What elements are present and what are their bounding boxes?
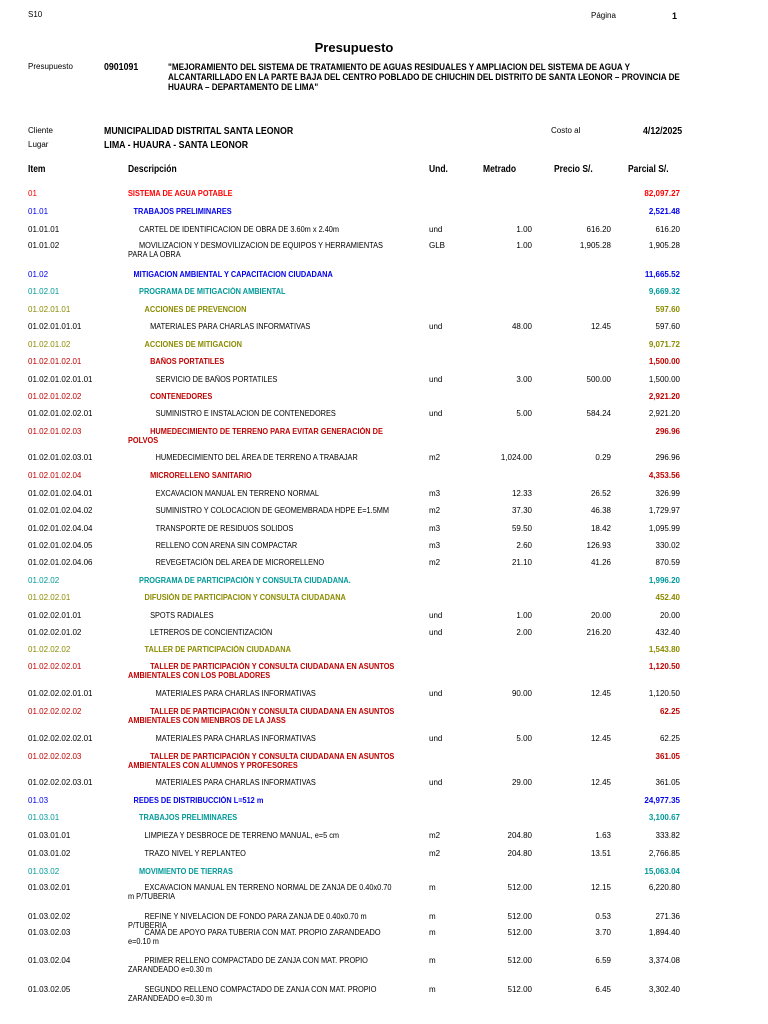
row-description: MATERIALES PARA CHARLAS INFORMATIVAS: [150, 322, 311, 331]
row-description: TRAZO NIVEL Y REPLANTEO: [144, 849, 246, 858]
row-unit-price: 12.45: [590, 689, 611, 698]
row-unit-price: 1,905.28: [579, 241, 611, 250]
row-unit-price: 616.20: [586, 225, 611, 234]
row-quantity: 512.00: [507, 985, 532, 994]
row-description: MOVIMIENTO DE TIERRAS: [139, 867, 233, 876]
row-unit-price: 3.70: [595, 928, 611, 937]
row-quantity: 59.50: [511, 524, 532, 533]
row-item-code: 01.02.01.02.03.01: [28, 453, 93, 462]
row-description: RELLENO CON ARENA SIN COMPACTAR: [155, 541, 298, 550]
row-description: REFINE Y NIVELACION DE FONDO PARA ZANJA DE 0.40x0.70 m P/TUBERIA: [128, 912, 367, 930]
row-partial: 1,120.50: [648, 689, 680, 698]
row-partial: 9,071.72: [648, 340, 680, 349]
row-unit: m2: [429, 558, 441, 567]
row-description: TALLER DE PARTICIPACIÓN Y CONSULTA CIUDADANA EN ASUNTOS AMBIENTALES CON LOS POBLADORES: [128, 662, 395, 680]
row-item-code: 01.01.01: [28, 225, 60, 234]
location-value: LIMA - HUAURA - SANTA LEONOR: [104, 140, 249, 151]
row-quantity: 2.60: [516, 541, 532, 550]
row-quantity: 204.80: [507, 849, 532, 858]
row-partial: 1,905.28: [648, 241, 680, 250]
row-partial: 1,500.00: [648, 375, 680, 384]
row-description: EXCAVACION MANUAL EN TERRENO NORMAL DE ZANJA DE 0.40x0.70 m P/TUBERIA: [128, 883, 392, 901]
row-unit-price: 26.52: [590, 489, 611, 498]
row-unit: und: [429, 225, 443, 234]
column-header-price: Precio S/.: [554, 164, 593, 175]
row-item-code: 01.03.02: [28, 867, 60, 876]
cost-date-label: Costo al: [551, 126, 581, 135]
row-partial: 2,521.48: [648, 207, 680, 216]
row-description: MATERIALES PARA CHARLAS INFORMATIVAS: [155, 734, 316, 743]
row-partial: 62.25: [659, 707, 680, 716]
row-partial: 9,669.32: [648, 287, 680, 296]
row-partial: 1,894.40: [648, 928, 680, 937]
row-description: TALLER DE PARTICIPACIÓN CIUDADANA: [144, 645, 291, 654]
row-item-code: 01.01: [28, 207, 49, 216]
page-number: 1: [672, 11, 678, 21]
column-header-quantity: Metrado: [483, 164, 517, 175]
row-partial: 20.00: [659, 611, 680, 620]
row-partial: 1,095.99: [648, 524, 680, 533]
row-description: LIMPIEZA Y DESBROCE DE TERRENO MANUAL, e=5 cm: [144, 831, 340, 840]
row-unit-price: 18.42: [590, 524, 611, 533]
row-description: SISTEMA DE AGUA POTABLE: [128, 189, 233, 198]
row-item-code: 01.03.01.01: [28, 831, 71, 840]
row-description: MICRORELLENO SANITARIO: [150, 471, 252, 480]
row-unit: und: [429, 375, 443, 384]
row-unit: m: [429, 928, 436, 937]
row-unit-price: 6.45: [595, 985, 611, 994]
row-partial: 11,665.52: [644, 270, 680, 279]
row-quantity: 90.00: [511, 689, 532, 698]
row-partial: 296.96: [655, 427, 680, 436]
row-partial: 330.02: [655, 541, 680, 550]
row-partial: 6,220.80: [648, 883, 680, 892]
row-partial: 1,543.80: [648, 645, 680, 654]
row-unit: m2: [429, 831, 441, 840]
row-description: SEGUNDO RELLENO COMPACTADO DE ZANJA CON MAT. PROPIO ZARANDEADO e=0.30 m: [128, 985, 377, 1003]
row-description: DIFUSIÓN DE PARTICIPACION Y CONSULTA CIUDADANA: [144, 593, 346, 602]
row-quantity: 1,024.00: [500, 453, 532, 462]
row-unit: m2: [429, 453, 441, 462]
row-partial: 1,500.00: [648, 357, 680, 366]
column-header-item: Item: [28, 164, 46, 175]
row-partial: 432.40: [655, 628, 680, 637]
row-partial: 2,921.20: [648, 409, 680, 418]
row-unit: m3: [429, 541, 441, 550]
client-value: MUNICIPALIDAD DISTRITAL SANTA LEONOR: [104, 126, 294, 137]
row-quantity: 12.33: [511, 489, 532, 498]
row-quantity: 1.00: [516, 241, 532, 250]
row-quantity: 512.00: [507, 956, 532, 965]
row-description: HUMEDECIMIENTO DE TERRENO PARA EVITAR GENERACIÓN DE POLVOS: [128, 427, 383, 445]
row-item-code: 01.02.02.02: [28, 645, 71, 654]
row-unit-price: 20.00: [590, 611, 611, 620]
row-item-code: 01.02.01.02.04.01: [28, 489, 93, 498]
page-title: Presupuesto: [314, 40, 394, 55]
row-description: SUMINISTRO Y COLOCACION DE GEOMEMBRADA HDPE E=1.5MM: [155, 506, 390, 515]
row-unit: und: [429, 409, 443, 418]
row-description: ACCIONES DE PREVENCION: [144, 305, 247, 314]
row-unit: m: [429, 883, 436, 892]
row-item-code: 01.02.02.02.03.01: [28, 778, 93, 787]
row-quantity: 1.00: [516, 225, 532, 234]
row-description: PROGRAMA DE PARTICIPACIÓN Y CONSULTA CIUDADANA.: [139, 576, 351, 585]
row-unit: m3: [429, 489, 441, 498]
row-description: PRIMER RELLENO COMPACTADO DE ZANJA CON MAT. PROPIO ZARANDEADO e=0.30 m: [128, 956, 368, 974]
row-description: TRABAJOS PRELIMINARES: [133, 207, 232, 216]
row-item-code: 01.02.01.02.01: [28, 357, 82, 366]
row-partial: 2,921.20: [648, 392, 680, 401]
row-unit-price: 13.51: [590, 849, 611, 858]
row-partial: 597.60: [655, 322, 680, 331]
column-header-partial: Parcial S/.: [628, 164, 669, 175]
row-item-code: 01.02.01.02.02.01: [28, 409, 93, 418]
row-quantity: 512.00: [507, 912, 532, 921]
row-item-code: 01.03: [28, 796, 49, 805]
row-unit: und: [429, 628, 443, 637]
row-partial: 597.60: [655, 305, 680, 314]
row-unit: und: [429, 322, 443, 331]
budget-description: "MEJORAMIENTO DEL SISTEMA DE TRATAMIENTO DE AGUAS RESIDUALES Y AMPLIACION DEL SISTEMA DE AGUA Y ALCANTARILLADO EN LA PARTE BAJA DEL CENTRO POBLADO DE CHIUCHIN DEL DISTRITO DE SANTA LEONOR – PROVINCIA DE HUAURA – DEPARTAMENTO DE LIMA": [168, 62, 680, 92]
row-description: SPOTS RADIALES: [150, 611, 214, 620]
row-partial: 3,100.67: [648, 813, 680, 822]
row-unit-price: 126.93: [586, 541, 611, 550]
row-partial: 62.25: [659, 734, 680, 743]
row-description: LETREROS DE CONCIENTIZACIÓN: [150, 628, 273, 637]
row-item-code: 01.02.01.02: [28, 340, 71, 349]
row-item-code: 01.02.01.02.01.01: [28, 375, 93, 384]
row-partial: 82,097.27: [644, 189, 680, 198]
row-item-code: 01.02: [28, 270, 49, 279]
row-unit: und: [429, 778, 443, 787]
row-partial: 1,996.20: [648, 576, 680, 585]
row-description: SUMINISTRO E INSTALACION DE CONTENEDORES: [155, 409, 336, 418]
row-unit: m: [429, 956, 436, 965]
row-unit: und: [429, 734, 443, 743]
row-item-code: 01.02.01.02.02: [28, 392, 82, 401]
row-description: MITIGACION AMBIENTAL Y CAPACITACION CIUDADANA: [133, 270, 333, 279]
row-unit-price: 12.45: [590, 322, 611, 331]
row-quantity: 2.00: [516, 628, 532, 637]
row-unit: und: [429, 611, 443, 620]
row-partial: 326.99: [655, 489, 680, 498]
row-item-code: 01.03.02.05: [28, 985, 71, 994]
row-partial: 1,120.50: [648, 662, 680, 671]
row-item-code: 01.03.02.04: [28, 956, 71, 965]
row-quantity: 5.00: [516, 734, 532, 743]
row-unit-price: 46.38: [590, 506, 611, 515]
row-item-code: 01.02.01.01.01: [28, 322, 82, 331]
row-item-code: 01.02.01.02.04.05: [28, 541, 93, 550]
row-partial: 870.59: [655, 558, 680, 567]
row-quantity: 21.10: [511, 558, 532, 567]
row-description: SERVICIO DE BAÑOS PORTATILES: [155, 375, 278, 384]
page-label: Página: [591, 11, 616, 20]
row-quantity: 29.00: [511, 778, 532, 787]
column-header-unit: Und.: [429, 164, 448, 175]
row-partial: 333.82: [655, 831, 680, 840]
row-item-code: 01.02.02.02.01: [28, 662, 82, 671]
row-unit-price: 6.59: [595, 956, 611, 965]
row-item-code: 01.03.02.01: [28, 883, 71, 892]
row-unit-price: 0.29: [595, 453, 611, 462]
row-item-code: 01.02.02.02.03: [28, 752, 82, 761]
row-unit-price: 12.15: [590, 883, 611, 892]
row-unit: m3: [429, 524, 441, 533]
row-partial: 1,729.97: [648, 506, 680, 515]
row-description: ACCIONES DE MITIGACION: [144, 340, 242, 349]
cost-date-value: 4/12/2025: [643, 126, 683, 137]
row-quantity: 1.00: [516, 611, 532, 620]
row-quantity: 204.80: [507, 831, 532, 840]
row-unit-price: 12.45: [590, 734, 611, 743]
row-partial: 361.05: [655, 778, 680, 787]
row-description: MATERIALES PARA CHARLAS INFORMATIVAS: [155, 778, 316, 787]
row-item-code: 01.03.01: [28, 813, 60, 822]
row-unit-price: 584.24: [586, 409, 611, 418]
row-unit: m2: [429, 849, 441, 858]
row-item-code: 01.02.01.02.04: [28, 471, 82, 480]
row-item-code: 01.02.01.02.04.06: [28, 558, 93, 567]
row-unit-price: 12.45: [590, 778, 611, 787]
column-header-description: Descripción: [128, 164, 177, 175]
row-item-code: 01.01.02: [28, 241, 60, 250]
row-item-code: 01.02.02.01.01: [28, 611, 82, 620]
row-quantity: 37.30: [511, 506, 532, 515]
row-partial: 452.40: [655, 593, 680, 602]
row-unit: GLB: [429, 241, 446, 250]
row-unit: m: [429, 985, 436, 994]
row-unit: m: [429, 912, 436, 921]
row-partial: 3,302.40: [648, 985, 680, 994]
row-description: MATERIALES PARA CHARLAS INFORMATIVAS: [155, 689, 316, 698]
row-item-code: 01.03.01.02: [28, 849, 71, 858]
row-item-code: 01: [28, 189, 37, 198]
row-partial: 3,374.08: [648, 956, 680, 965]
budget-code: 0901091: [104, 62, 139, 73]
row-item-code: 01.02.01: [28, 287, 60, 296]
row-item-code: 01.02.01.01: [28, 305, 71, 314]
row-unit-price: 500.00: [586, 375, 611, 384]
row-item-code: 01.02.02: [28, 576, 60, 585]
row-description: CARTEL DE IDENTIFICACION DE OBRA DE 3.60m x 2.40m: [139, 225, 340, 234]
row-quantity: 512.00: [507, 883, 532, 892]
row-quantity: 48.00: [511, 322, 532, 331]
row-unit-price: 41.26: [590, 558, 611, 567]
row-description: TRANSPORTE DE RESIDUOS SOLIDOS: [155, 524, 294, 533]
row-description: EXCAVACION MANUAL EN TERRENO NORMAL: [155, 489, 319, 498]
row-unit-price: 0.53: [595, 912, 611, 921]
row-item-code: 01.02.02.02.01.01: [28, 689, 93, 698]
row-description: CAMA DE APOYO PARA TUBERIA CON MAT. PROPIO ZARANDEADO e=0.10 m: [128, 928, 381, 946]
row-quantity: 512.00: [507, 928, 532, 937]
row-description: MOVILIZACION Y DESMOVILIZACION DE EQUIPOS Y HERRAMIENTAS PARA LA OBRA: [128, 241, 383, 259]
row-item-code: 01.02.01.02.03: [28, 427, 82, 436]
row-partial: 271.36: [655, 912, 680, 921]
row-item-code: 01.02.02.01.02: [28, 628, 82, 637]
row-description: TRABAJOS PRELIMINARES: [139, 813, 238, 822]
row-item-code: 01.02.02.02.02.01: [28, 734, 93, 743]
row-description: TALLER DE PARTICIPACIÓN Y CONSULTA CIUDADANA EN ASUNTOS AMBIENTALES CON MIENBROS DE LA JASS: [128, 707, 395, 725]
client-label: Cliente: [28, 126, 53, 135]
row-description: TALLER DE PARTICIPACIÓN Y CONSULTA CIUDADANA EN ASUNTOS AMBIENTALES CON ALUMNOS Y PROFESORES: [128, 752, 395, 770]
row-item-code: 01.02.01.02.04.02: [28, 506, 93, 515]
row-unit: und: [429, 689, 443, 698]
row-item-code: 01.02.02.02.02: [28, 707, 82, 716]
budget-label: Presupuesto: [28, 62, 73, 71]
row-unit-price: 216.20: [586, 628, 611, 637]
location-label: Lugar: [28, 140, 49, 149]
row-item-code: 01.02.01.02.04.04: [28, 524, 93, 533]
row-partial: 361.05: [655, 752, 680, 761]
row-quantity: 5.00: [516, 409, 532, 418]
row-partial: 2,766.85: [648, 849, 680, 858]
row-item-code: 01.02.02.01: [28, 593, 71, 602]
row-item-code: 01.03.02.02: [28, 912, 71, 921]
row-description: REVEGETACIÓN DEL AREA DE MICRORELLENO: [155, 558, 325, 567]
row-partial: 616.20: [655, 225, 680, 234]
row-unit-price: 1.63: [595, 831, 611, 840]
row-description: PROGRAMA DE MITIGACIÓN AMBIENTAL: [139, 287, 286, 296]
row-partial: 15,063.04: [644, 867, 680, 876]
row-item-code: 01.03.02.03: [28, 928, 71, 937]
row-quantity: 3.00: [516, 375, 532, 384]
row-partial: 4,353.56: [648, 471, 680, 480]
row-description: BAÑOS PORTATILES: [150, 357, 225, 366]
report-code: S10: [28, 10, 43, 19]
row-unit: m2: [429, 506, 441, 515]
row-partial: 296.96: [655, 453, 680, 462]
row-partial: 24,977.35: [644, 796, 680, 805]
row-description: CONTENEDORES: [150, 392, 213, 401]
row-description: REDES DE DISTRIBUCCIÓN L=512 m: [133, 796, 264, 805]
row-description: HUMEDECIMIENTO DEL ÁREA DE TERRENO A TRABAJAR: [155, 453, 358, 462]
